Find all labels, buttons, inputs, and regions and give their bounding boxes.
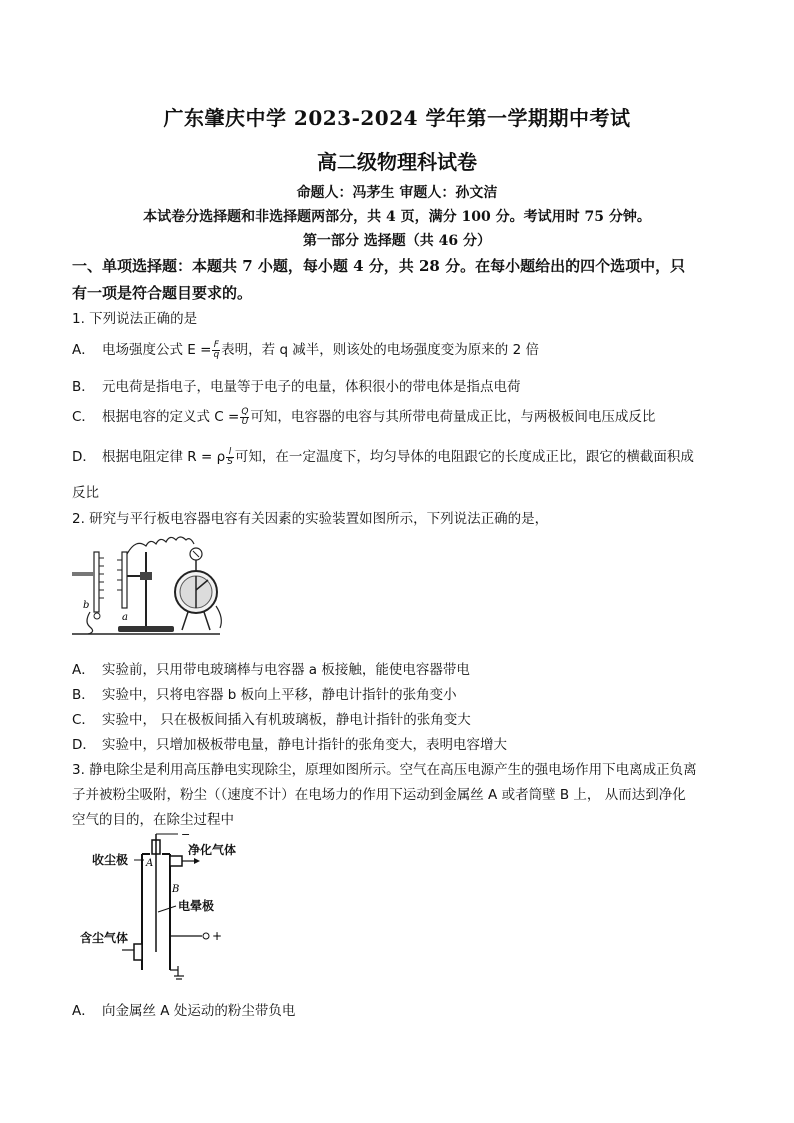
q2-stem: 2. 研究与平行板电容器电容有关因素的实验装置如图所示，下列说法正确的是， <box>72 511 549 527</box>
q1-option-c-post: 可知，电容器的电容与其所带电荷量成正比，与两极板间电压成反比 <box>250 409 656 425</box>
instructions-line: 本试卷分选择题和非选择题两部分，共 4 页，满分 100 分。考试用时 75 分钟。 <box>143 209 651 225</box>
q1-option-d-letter: D． <box>72 449 96 465</box>
q2-option-d-text: 实验中，只增加极板带电量，静电计指针的张角变大，表明电容增大 <box>102 737 507 753</box>
q2-option-b-letter: B． <box>72 687 95 703</box>
part1-title: 第一部分 选择题（共 46 分） <box>302 233 492 249</box>
wall-B-label: B <box>172 884 180 895</box>
collector-label: 收尘极 <box>92 853 129 867</box>
q2-option-a <box>72 658 470 678</box>
plate-b-label: b <box>83 600 90 611</box>
frac-denominator: q <box>213 349 220 360</box>
q1-option-d-fraction <box>226 448 234 467</box>
q1-option-a-letter: A． <box>72 342 95 358</box>
q1-option-d-post: 可知，在一定温度下，均匀导体的电阻跟它的长度成正比，跟它的横截面积成 <box>234 449 694 465</box>
q1-option-a-post: 表明，若 q 减半，则该处的电场强度变为原来的 2 倍 <box>221 342 539 358</box>
q1-option-a-fraction <box>212 341 220 360</box>
minus-terminal: − <box>181 832 191 841</box>
exam-title: 广东肇庆中学 2023-2024 学年第一学期期中考试 <box>163 106 631 130</box>
section1-heading-line2: 有一项是符合题目要求的。 <box>72 284 253 302</box>
q1-option-d <box>72 445 694 467</box>
frac-denominator: U <box>241 416 249 427</box>
frac-numerator: l <box>226 448 234 458</box>
q3-option-a-text: 向金属丝 A 处运动的粉尘带负电 <box>102 1003 296 1019</box>
q2-option-c-letter: C． <box>72 712 95 728</box>
q1-option-a-pre: 电场强度公式 E = <box>102 342 212 358</box>
q1-option-c-letter: C． <box>72 409 95 425</box>
dusty-gas-label: 含尘气体 <box>80 931 129 945</box>
q3-stem-line1: 3. 静电除尘是利用高压静电实现除尘，原理如图所示。空气在高压电源产生的强电场作用下电离成正负离 <box>72 762 697 778</box>
q3-stem-line3: 空气的目的，在除尘过程中 <box>72 812 234 828</box>
section1-heading <box>72 253 732 307</box>
plus-terminal: + <box>212 929 223 943</box>
wire-A-label: A <box>146 858 154 869</box>
q1-option-d-pre: 根据电阻定律 R = ρ <box>102 449 226 465</box>
corona-label: 电晕极 <box>178 899 215 913</box>
capacitor-experiment-figure <box>70 532 240 644</box>
frac-denominator: S <box>227 456 233 467</box>
q3-option-a <box>72 999 295 1019</box>
q1-option-b <box>72 375 521 395</box>
plate-a-label: a <box>122 612 128 623</box>
frac-numerator: Q <box>241 406 249 417</box>
q2-option-c-text: 实验中， 只在极板间插入有机玻璃板，静电计指针的张角变大 <box>102 712 471 728</box>
clean-gas-label: 净化气体 <box>188 843 237 857</box>
frac-numerator: F <box>213 339 219 350</box>
q1-option-c-fraction <box>240 408 249 427</box>
q1-option-a <box>72 338 539 360</box>
q1-option-b-letter: B． <box>72 379 95 395</box>
exam-subtitle: 高二级物理科试卷 <box>317 150 477 174</box>
q3-stem-line2: 子并被粉尘吸附，粉尘（（速度不计）在电场力的作用下运动到金属丝 A 或者筒壁 B 上， 从而达到净化 <box>72 787 686 803</box>
q3-option-a-letter: A． <box>72 1003 95 1019</box>
q2-option-d <box>72 733 507 753</box>
q1-option-c <box>72 405 655 427</box>
q1-option-c-pre: 根据电容的定义式 C = <box>102 409 240 425</box>
electrostatic-precipitator-figure <box>78 832 278 984</box>
section1-heading-line1: 一、单项选择题：本题共 7 小题，每小题 4 分，共 28 分。在每小题给出的四个选项中，只 <box>72 257 686 275</box>
q2-option-b <box>72 683 457 703</box>
q2-option-b-text: 实验中，只将电容器 b 板向上平移，静电计指针的张角变小 <box>102 687 457 703</box>
authors-line: 命题人：冯茅生 审题人：孙文洁 <box>296 185 498 201</box>
q1-option-b-text: 元电荷是指电子，电量等于电子的电量，体积很小的带电体是指点电荷 <box>102 379 521 395</box>
q2-option-a-text: 实验前，只用带电玻璃棒与电容器 a 板接触，能使电容器带电 <box>102 662 470 678</box>
q2-option-a-letter: A． <box>72 662 95 678</box>
q1-stem: 1. 下列说法正确的是 <box>72 311 198 327</box>
q2-option-d-letter: D． <box>72 737 96 753</box>
q2-option-c <box>72 708 471 728</box>
q1-option-d-continuation: 反比 <box>72 485 99 501</box>
